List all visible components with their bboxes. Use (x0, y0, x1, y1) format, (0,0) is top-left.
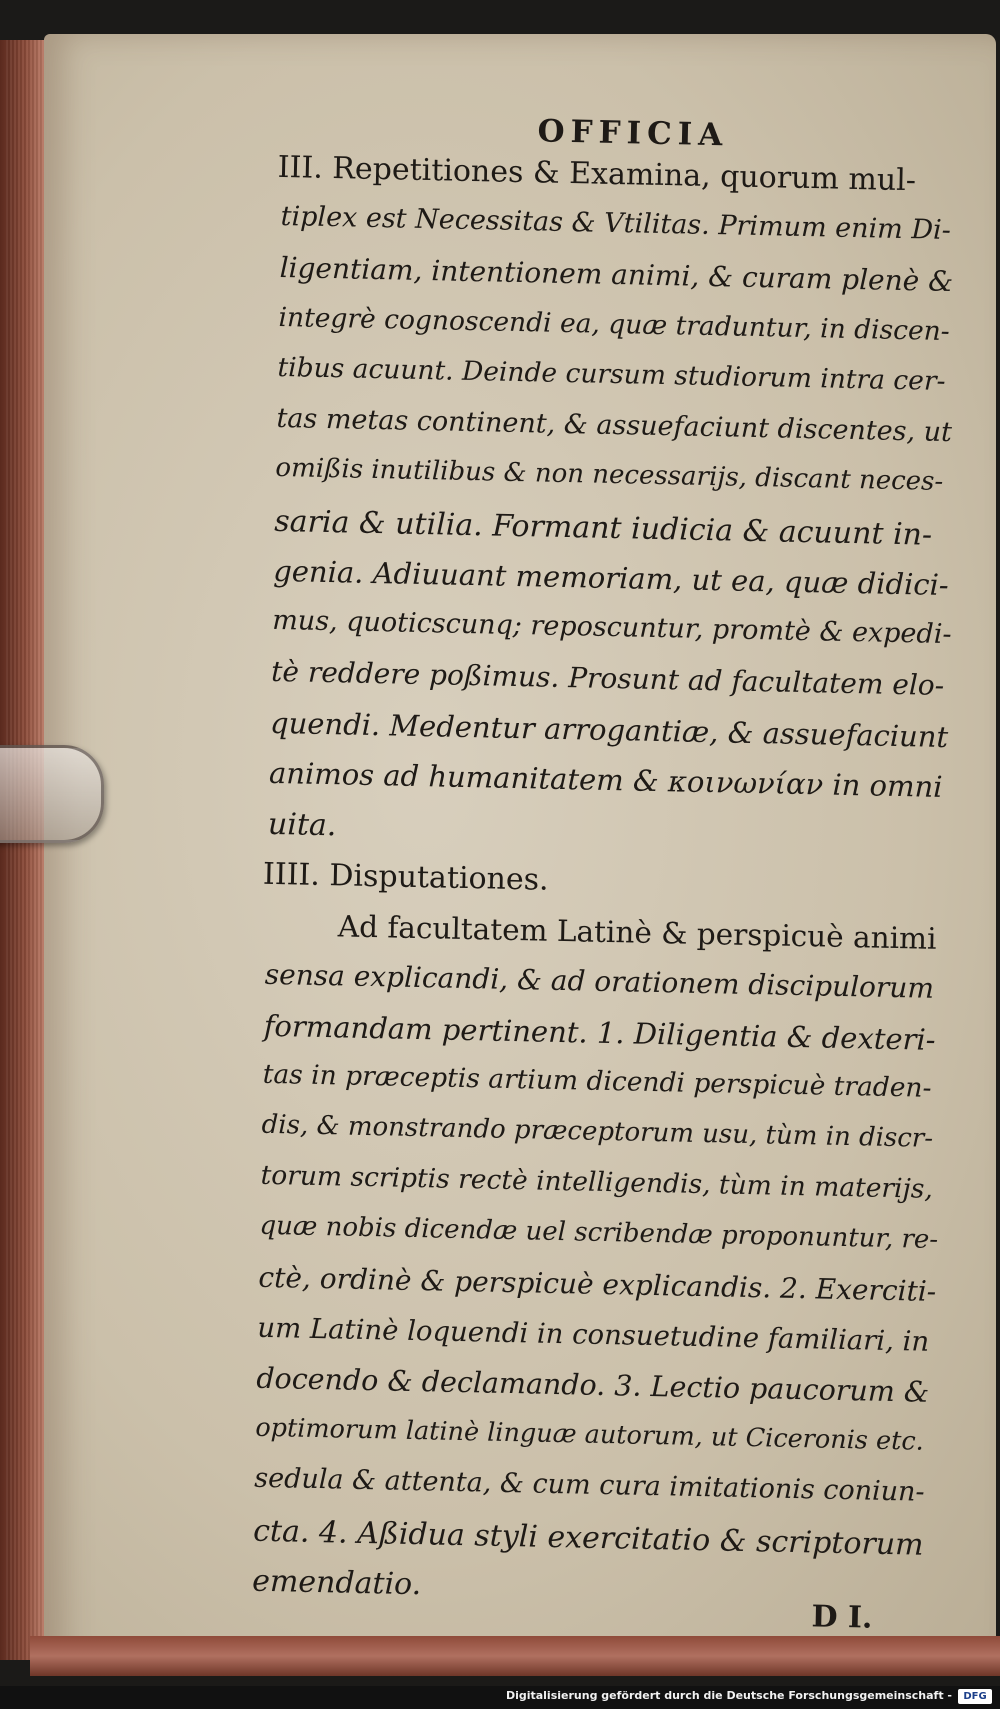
text-line: saria & utilia. Formant iudicia & acuunt in- (273, 503, 933, 553)
dfg-logo-icon: DFG (958, 1689, 992, 1704)
text-line: IIII. Disputationes. (262, 856, 549, 898)
text-line: um Latinè loquendi in consuetudine familiari, in (257, 1311, 930, 1358)
text-line: quendi. Medentur arrogantiæ, & assuefaciunt (269, 705, 949, 754)
text-line: tibus acuunt. Deinde cursum studiorum intra cer- (277, 351, 946, 397)
text-line: tè reddere poßimus. Prosunt ad facultatem elo- (270, 654, 945, 702)
text-line: ligentiam, intentionem animi, & curam plenè & (279, 250, 954, 299)
running-head: OFFICIA (537, 113, 729, 154)
text-line: animos ad humanitatem & κοινωνίαν in omni (268, 755, 943, 804)
page-clip-icon (0, 745, 104, 843)
funding-credit: Digitalisierung gefördert durch die Deutsche Forschungsgemeinschaft - (505, 1689, 952, 1702)
text-line: III. Repetitiones & Examina, quorum mul- (277, 149, 917, 199)
text-line: dis, & monstrando præceptorum usu, tùm in discr- (261, 1109, 934, 1154)
text-line: sensa explicandi, & ad orationem discipulorum (264, 957, 935, 1005)
text-line: uita. (267, 806, 337, 843)
text-line: emendatio. (251, 1563, 422, 1603)
text-line: torum scriptis rectè intelligendis, tùm in materijs, (260, 1159, 934, 1205)
text-line: genia. Adiuuant memoriam, ut ea, quæ didici- (272, 553, 950, 603)
text-line: ctè, ordinè & perspicuè explicandis. 2. Exerciti- (258, 1260, 937, 1308)
digitization-footer (0, 1686, 1000, 1709)
text-line: Ad facultatem Latinè & perspicuè animi (337, 908, 937, 956)
text-line: tas metas continent, & assuefaciunt discentes, ut (276, 402, 953, 448)
text-line: cta. 4. Aßidua styli exercitatio & scriptorum (252, 1513, 924, 1563)
text-line: optimorum latinè linguæ autorum, ut Ciceronis etc. (255, 1412, 925, 1457)
signature-mark: D I. (811, 1599, 873, 1636)
text-line: mus, quoticscunq; reposcuntur, promtè & expedi- (271, 604, 952, 650)
text-line: sedula & attenta, & cum cura imitationis coniun- (253, 1462, 925, 1508)
text-line: tas in præceptis artium dicendi perspicuè traden- (262, 1058, 932, 1104)
text-line: tiplex est Necessitas & Vtilitas. Primum enim Di- (280, 200, 952, 246)
text-line: docendo & declamando. 3. Lectio paucorum & (256, 1361, 930, 1409)
text-line: omißis inutilibus & non necessarijs, discant neces- (275, 452, 944, 497)
book-edge-texture (6, 40, 46, 1660)
text-line: integrè cognoscendi ea, quæ traduntur, in discen- (278, 301, 951, 347)
book-bottom-edge (30, 1636, 1000, 1676)
text-line: quæ nobis dicendæ uel scribendæ proponuntur, re- (259, 1210, 939, 1255)
text-line: formandam pertinent. 1. Diligentia & dexteri- (263, 1008, 936, 1057)
